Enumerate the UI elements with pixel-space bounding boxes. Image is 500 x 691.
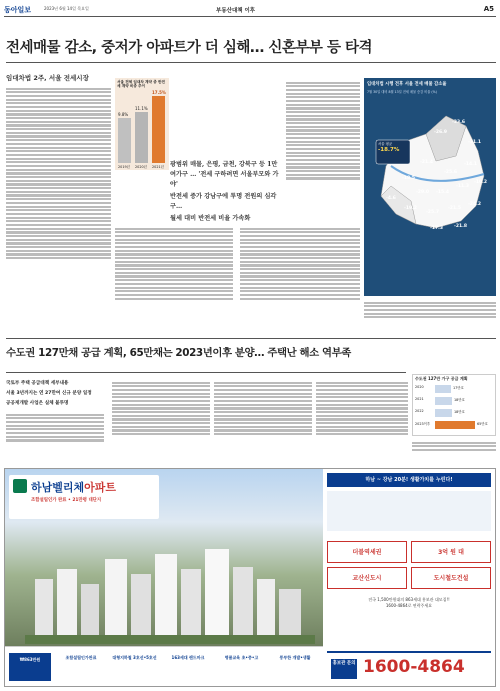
chart-value: 11.1% xyxy=(135,106,148,111)
ad-highlight: 더블역세권 xyxy=(327,541,407,563)
section2-body-col1 xyxy=(6,412,104,462)
divider xyxy=(6,338,496,339)
ad-brand-box xyxy=(9,475,159,519)
divider xyxy=(6,62,496,63)
ad-caption-line: 1600-4864로 연락주세요 xyxy=(385,603,433,608)
district-value: -29.0 xyxy=(416,190,429,195)
ad-highlight: 교산신도시 xyxy=(327,567,407,589)
ad-tagline: 조합설립인가 완료 • 21만평 대단지 xyxy=(31,498,102,503)
chart-value: 9.8% xyxy=(118,112,129,117)
supply-plan-chart xyxy=(412,374,496,436)
section2-sub: 국토부 주택 공급대책 세부내용 xyxy=(6,381,69,386)
chart-label: 2022 xyxy=(415,409,424,413)
chart-value: 65만호 xyxy=(477,422,488,426)
ad-feature-list xyxy=(57,655,319,661)
chart-label: 2021년 xyxy=(152,165,164,169)
ad-highlight: 도시철도건설 xyxy=(411,567,491,589)
ad-feature: 대형지하철 3호선•5호선 xyxy=(112,655,157,660)
quote-line: 월세 대비 반전세 비율 가속화 xyxy=(170,215,251,222)
district-value: -24.2 xyxy=(468,202,481,207)
ad-photo xyxy=(5,469,323,646)
section2-subheads xyxy=(6,379,92,409)
chart-value: 18만호 xyxy=(454,398,465,402)
district-value: -21.4 xyxy=(420,160,433,165)
chart-bar xyxy=(152,96,165,163)
district-value: -18.5 xyxy=(402,176,415,181)
article-body-col5 xyxy=(364,300,496,336)
district-value: -10.2 xyxy=(474,180,487,185)
ad-highlights xyxy=(327,541,491,589)
chart-bar xyxy=(435,421,475,429)
chart-value: 17만호 xyxy=(453,386,464,390)
ad-contact xyxy=(327,651,491,681)
district-value: -14.1 xyxy=(464,162,477,167)
chart-title: 수도권 127만 가구 공급 계획 xyxy=(415,376,468,381)
chart-bar xyxy=(435,409,452,417)
apartment-advertisement xyxy=(4,468,496,687)
chart-label: 2021 xyxy=(415,397,424,401)
chart-bar xyxy=(135,112,148,163)
chart-label: 2019년 xyxy=(118,165,130,169)
ad-feature: 조합설립인가완료 xyxy=(65,655,97,660)
apartment-buildings-illustration xyxy=(25,539,315,644)
article-body-col1 xyxy=(6,86,111,336)
quote-line: 반전세 증가 강남구에 투명 전원의 심각 구… xyxy=(170,193,277,210)
ad-price-badge: ₩863만원 xyxy=(9,653,51,681)
ad-highlight: 3억 원 대 xyxy=(411,541,491,563)
pull-quote xyxy=(170,160,280,224)
district-value: -11.3 xyxy=(456,184,469,189)
district-value: -25.7 xyxy=(426,210,439,215)
seoul-map-infographic xyxy=(364,78,496,296)
chart-value: 17.5% xyxy=(152,90,166,95)
seoul-district-map xyxy=(366,96,494,288)
ad-feature: 163세대 랜드마크 xyxy=(171,655,205,660)
ad-phone[interactable]: 1600-4864 xyxy=(363,657,465,677)
section2-body-col2 xyxy=(112,380,210,462)
district-value: -21.8 xyxy=(454,224,467,229)
avg-value: -18.7% xyxy=(378,147,400,153)
district-value: -33.6 xyxy=(452,120,465,125)
ad-info-panel xyxy=(323,469,495,686)
chart-label: 2020 xyxy=(415,385,424,389)
chart-bar xyxy=(118,118,131,163)
section-title: 부동산대책 이후 xyxy=(216,8,256,14)
article-body-col3 xyxy=(240,226,360,336)
ad-feature: 명품교육 초•중•고 xyxy=(224,655,259,660)
chart-bar xyxy=(435,397,452,405)
divider xyxy=(6,372,406,373)
quote-line: 광범위 매물, 은평, 금천, 강북구 등 1만여가구 … '전세 구하려면 서울부모와 가야' xyxy=(170,161,279,188)
subheadline: 임대차법 2주, 서울 전세시장 xyxy=(6,74,89,82)
district-value: -15.4 xyxy=(436,190,449,195)
section2-body-col4 xyxy=(316,380,408,462)
chart-bar xyxy=(435,385,451,393)
district-value: -4.6 xyxy=(386,196,396,201)
district-value: -17.3 xyxy=(430,226,443,231)
section2-sub: 서울 3년까지는 연 27만여 신규 분양 일정 xyxy=(6,391,92,396)
section2-body-col5 xyxy=(412,440,496,462)
chart-value: 18만호 xyxy=(454,410,465,414)
district-value: -19.2 xyxy=(404,206,417,211)
section2-body-col3 xyxy=(214,380,312,462)
page-header xyxy=(4,3,496,17)
ad-caption xyxy=(327,597,491,609)
ad-brand xyxy=(31,479,116,495)
avg-label: 서울 평균 xyxy=(378,142,393,146)
ad-brand-suffix: 아파트 xyxy=(84,481,117,494)
district-value: -25.6 xyxy=(444,170,457,175)
section2-headline: 수도권 127만채 공급 계획, 65만채는 2023년이후 분양… 주택난 해소 역부족 xyxy=(6,347,351,359)
page-number: A5 xyxy=(483,5,494,13)
newspaper-logo: 동아일보 xyxy=(4,6,32,14)
article-body-col2 xyxy=(115,226,233,336)
article-body-col4 xyxy=(286,80,360,225)
district-value: -26.9 xyxy=(434,130,447,135)
ad-slogan: 하남 ~ 강남 20분! 생활가치를 누린다! xyxy=(327,473,491,487)
chart-label: 2023이후 xyxy=(415,422,431,426)
publication-date: 2023년 6월 14일 목요일 xyxy=(44,6,89,11)
chart-label: 2020년 xyxy=(135,165,147,169)
district-value: -31.1 xyxy=(468,140,481,145)
call-label: 홍보관 문의 xyxy=(331,659,357,679)
ad-bottom-strip xyxy=(5,646,323,686)
brand-logo-icon xyxy=(13,479,27,493)
ad-brand-name: 하남벨리체 xyxy=(31,481,85,494)
map-title: 임대차법 시행 전후 서울 전세 매물 감소율 xyxy=(367,82,447,87)
rent-ratio-chart xyxy=(115,78,169,170)
ad-feature: 풍부한 개발•생활 xyxy=(279,655,311,660)
ad-caption-line: 전국 1,500만원대의 863세대 홍보관 대모집!! xyxy=(368,597,450,602)
district-value: -21.5 xyxy=(448,206,461,211)
section2-sub: 공공재개발 사업은 실체 불투명 xyxy=(6,401,69,406)
chart-title: 서울 전체 임대차 계약 중 반전세 계약 비중 추이 xyxy=(117,80,165,89)
main-headline: 전세매물 감소, 중저가 아파트가 더 심해… 신혼부부 등 타격 xyxy=(6,40,373,56)
ad-info-box xyxy=(327,491,491,531)
map-legend: 7월 30일 대비 8월 13일 전세 매물 증감 비율 (%) xyxy=(367,90,437,94)
